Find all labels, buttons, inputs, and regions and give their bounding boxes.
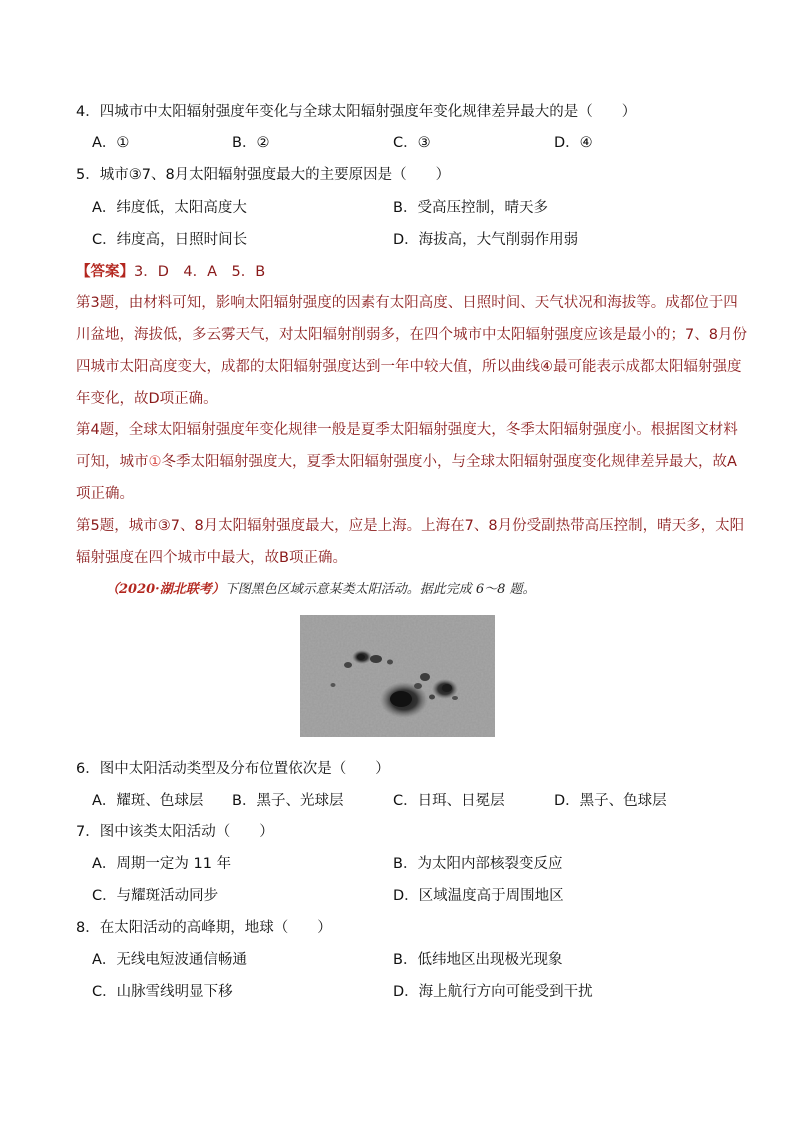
explanation-q3-line-1: 第3题，由材料可知，影响太阳辐射强度的因素有太阳高度、日照时间、天气状况和海拔等。成都位于四 (76, 295, 738, 311)
explanation-q3-line-4: 年变化，故D项正确。 (76, 391, 218, 407)
q8-option-c: C．山脉雪线明显下移 (92, 984, 233, 1000)
explanation-q4-line-1: 第4题，全球太阳辐射强度年变化规律一般是夏季太阳辐射强度大，冬季太阳辐射强度小。根据图文材料 (76, 422, 738, 438)
q8-option-a: A．无线电短波通信畅通 (92, 952, 247, 968)
intro-text: 下图黑色区域示意某类太阳活动。据此完成 6～8 题。 (224, 582, 536, 597)
sunspot-image (300, 615, 495, 737)
q7-option-b: B．为太阳内部核裂变反应 (393, 856, 563, 872)
q4-option-c: C．③ (393, 135, 431, 151)
q8-option-b: B．低纬地区出现极光现象 (393, 952, 563, 968)
answer-label: 【答案】 (76, 264, 134, 280)
q7-option-c: C．与耀斑活动同步 (92, 888, 219, 904)
explanation-q3-line-3: 四城市太阳高度变大，成都的太阳辐射强度达到一年中较大值，所以曲线④最可能表示成都太阳辐射强度 (76, 359, 742, 375)
q6-option-c: C．日珥、日冕层 (393, 793, 505, 809)
q4-option-b: B．② (232, 135, 270, 151)
q5-option-c: C．纬度高，日照时间长 (92, 232, 248, 248)
answer-line (76, 262, 265, 282)
explanation-q5-line-2: 辐射强度在四个城市中最大，故B项正确。 (76, 550, 347, 566)
source-tag: （2020·湖北联考） (106, 582, 225, 597)
q7-stem: 7．图中该类太阳活动（ ） (76, 824, 274, 840)
q4-stem: 4．四城市中太阳辐射强度年变化与全球太阳辐射强度年变化规律差异最大的是（ ） (76, 104, 637, 120)
q4-option-a: A．① (92, 135, 130, 151)
answer-values: 3．D 4．A 5．B (134, 264, 266, 280)
q6-option-b: B．黑子、光球层 (232, 793, 344, 809)
explanation-q4-line-3: 项正确。 (76, 486, 134, 502)
group-intro (106, 580, 536, 600)
explanation-q4-line-2b: 冬季太阳辐射强度大，夏季太阳辐射强度小，与全球太阳辐射强度变化规律差异最大，故A (161, 454, 737, 470)
explanation-q3-line-2: 川盆地，海拔低，多云雾天气，对太阳辐射削弱多，在四个城市中太阳辐射强度应该是最小的；7、8月份 (76, 327, 747, 343)
q6-stem: 6．图中太阳活动类型及分布位置依次是（ ） (76, 761, 390, 777)
q7-option-d: D．区域温度高于周围地区 (393, 888, 564, 904)
q4-option-d: D．④ (554, 135, 593, 151)
q5-option-a: A．纬度低，太阳高度大 (92, 200, 247, 216)
q8-option-d: D．海上航行方向可能受到干扰 (393, 984, 593, 1000)
q5-option-b: B．受高压控制，晴天多 (393, 200, 548, 216)
q8-stem: 8．在太阳活动的高峰期，地球（ ） (76, 920, 332, 936)
q6-option-d: D．黑子、色球层 (554, 793, 667, 809)
q6-option-a: A．耀斑、色球层 (92, 793, 204, 809)
explanation-q4-line-2 (76, 452, 737, 472)
explanation-q4-line-2a: 可知，城市 (76, 454, 149, 470)
q5-stem: 5．城市③7、8月太阳辐射强度最大的主要原因是（ ） (76, 167, 451, 183)
circled-one-mark: ① (148, 454, 162, 470)
q5-option-d: D．海拔高，大气削弱作用弱 (393, 232, 579, 248)
explanation-q5-line-1: 第5题，城市③7、8月太阳辐射强度最大，应是上海。上海在7、8月份受副热带高压控制，晴天多，太阳 (76, 518, 745, 534)
q7-option-a: A．周期一定为 11 年 (92, 856, 232, 872)
